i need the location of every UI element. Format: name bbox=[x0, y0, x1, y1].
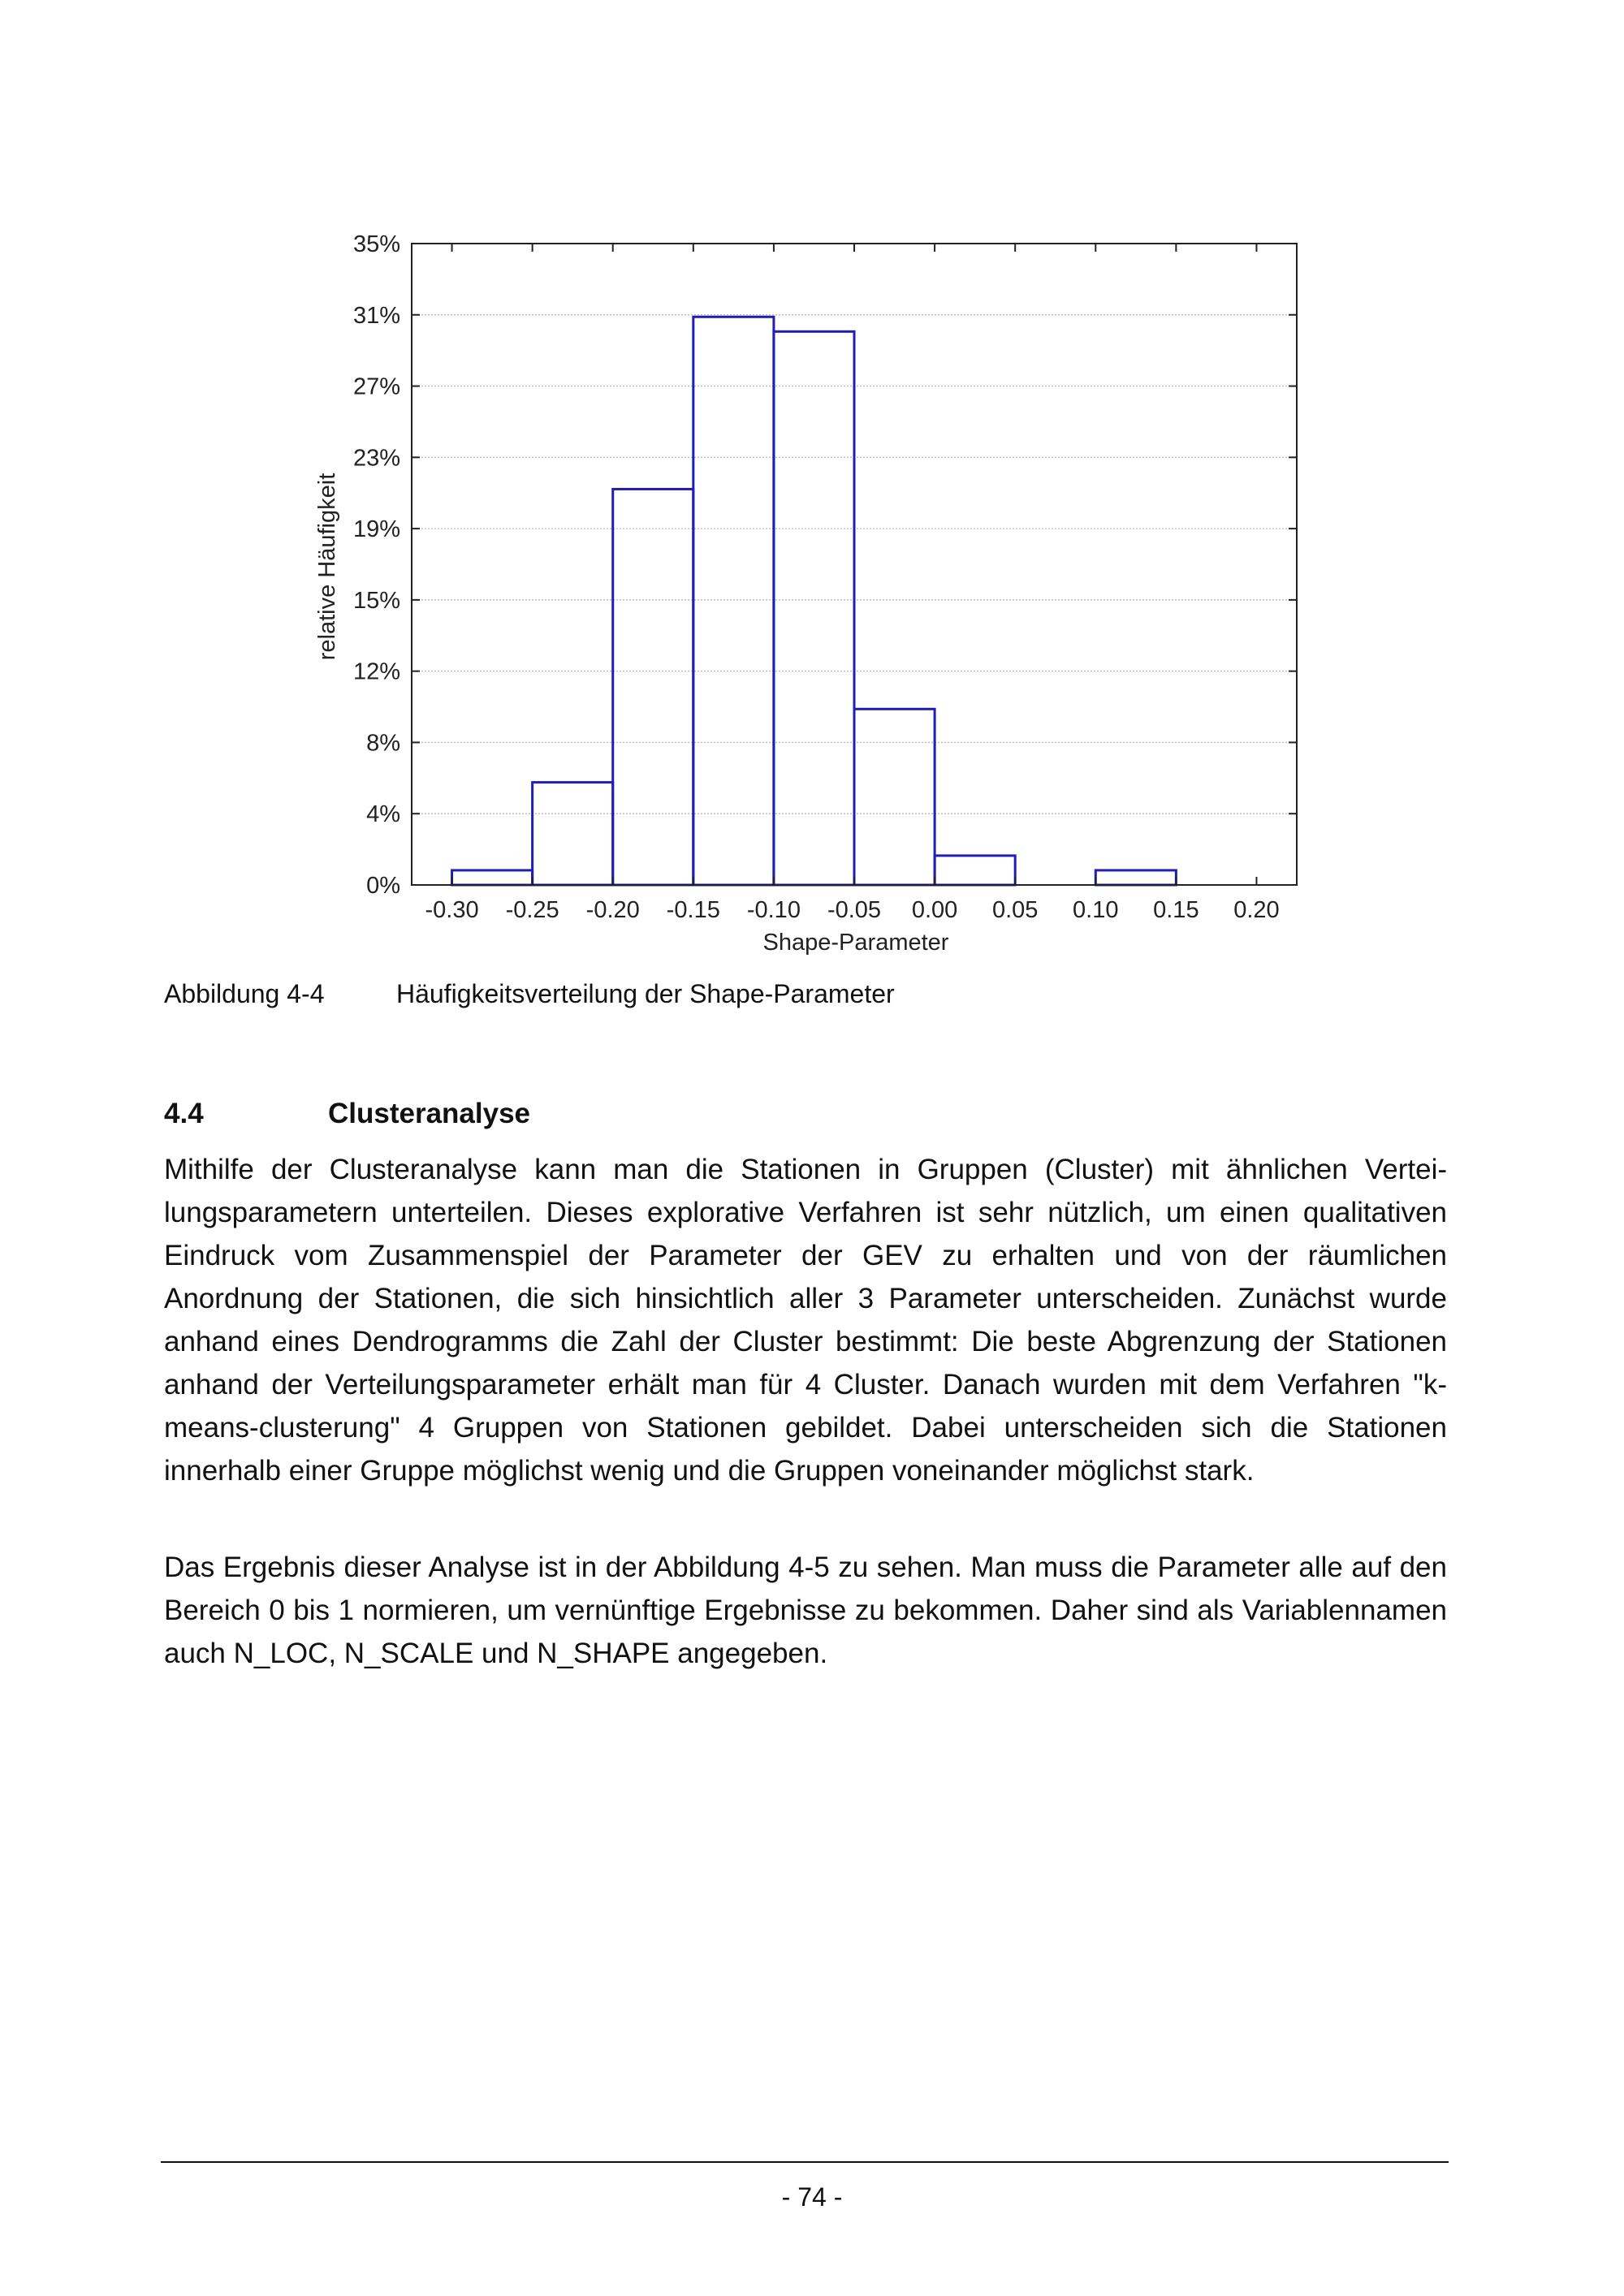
x-tick-label: 0.00 bbox=[911, 897, 958, 923]
x-tick-label: -0.20 bbox=[585, 897, 640, 923]
footer-rule bbox=[161, 2161, 1449, 2163]
paragraph-2: Das Ergebnis dieser Analyse ist in der Abbildung 4-5 zu sehen. Man muss die Parameter alle auf den Bereich 0 bis 1 normieren, um vernünftige Ergebnisse zu bekommen. Daher sind als Variablennamen auch N_LOC, N_SCALE und N_SHAPE angegeben. bbox=[164, 1552, 1447, 1669]
y-tick-label: 27% bbox=[352, 373, 400, 400]
x-tick-label: 0.15 bbox=[1153, 897, 1199, 923]
y-tick-label: 12% bbox=[352, 658, 400, 685]
y-axis-label: relative Häufigkeit bbox=[314, 473, 340, 661]
histogram-bar bbox=[533, 783, 613, 885]
figure-caption: Häufigkeitsverteilung der Shape-Parameter bbox=[396, 979, 895, 1008]
y-tick-label: 4% bbox=[366, 801, 400, 828]
section-title: Clusteranalyse bbox=[328, 1098, 531, 1129]
x-tick-label: -0.25 bbox=[505, 897, 559, 923]
x-axis-label: Shape-Parameter bbox=[762, 930, 949, 956]
x-tick-label: 0.05 bbox=[991, 897, 1039, 923]
y-tick-label: 23% bbox=[352, 445, 400, 472]
x-tick-label: 0.20 bbox=[1233, 897, 1280, 923]
y-tick-label: 8% bbox=[366, 730, 400, 757]
y-tick-label: 19% bbox=[352, 516, 400, 543]
histogram-bar bbox=[693, 317, 774, 885]
x-tick-label: -0.15 bbox=[666, 897, 720, 923]
x-tick-label: 0.10 bbox=[1073, 897, 1119, 923]
y-tick-label: 31% bbox=[352, 302, 400, 329]
y-tick-labels bbox=[353, 231, 400, 899]
histogram-bar bbox=[935, 856, 1015, 885]
chart-bars bbox=[452, 317, 1177, 885]
histogram-bar bbox=[854, 709, 935, 885]
y-tick-label: 15% bbox=[352, 587, 400, 614]
histogram-bar bbox=[1095, 870, 1176, 885]
histogram-bar bbox=[613, 489, 693, 885]
y-tick-label: 0% bbox=[366, 873, 400, 899]
section-heading bbox=[164, 1098, 530, 1130]
x-tick-label: -0.05 bbox=[827, 897, 882, 923]
x-tick-labels bbox=[425, 897, 1279, 923]
figure-label: Abbildung 4-4 bbox=[164, 979, 325, 1008]
histogram-bar bbox=[452, 870, 533, 885]
histogram-bar bbox=[774, 331, 854, 885]
page-number: - 74 - bbox=[781, 2182, 843, 2212]
y-tick-label: 35% bbox=[352, 231, 400, 257]
histogram-chart bbox=[0, 0, 1624, 974]
paragraph-1: Mithilfe der Clusteranalyse kann man die Stationen in Gruppen (Cluster) mit ähnlichen Verteilungsparametern unterteilen. Dieses explorative Verfahren ist sehr nützlich, um einen qualitativen Eindruck vom Zusammenspiel der Parameter der GEV zu erhalten und von der räumlichen Anordnung der Stationen, die sich hinsichtlich aller 3 Parameter unterscheiden. Zunächst wurde anhand eines Dendrogramms die Zahl der Cluster bestimmt: Die beste Abgrenzung der Stationen anhand der Verteilungsparameter erhält man für 4 Cluster. Danach wurden mit dem Verfahren "k-means-clusterung" 4 Gruppen von Stationen gebildet. Dabei unterscheiden sich die Stationen innerhalb einer Gruppe möglichst wenig und die Gruppen voneinander möglichst stark. bbox=[164, 1154, 1447, 1487]
x-tick-label: -0.10 bbox=[746, 897, 801, 923]
x-tick-label: -0.30 bbox=[425, 897, 479, 923]
section-number: 4.4 bbox=[164, 1098, 204, 1129]
